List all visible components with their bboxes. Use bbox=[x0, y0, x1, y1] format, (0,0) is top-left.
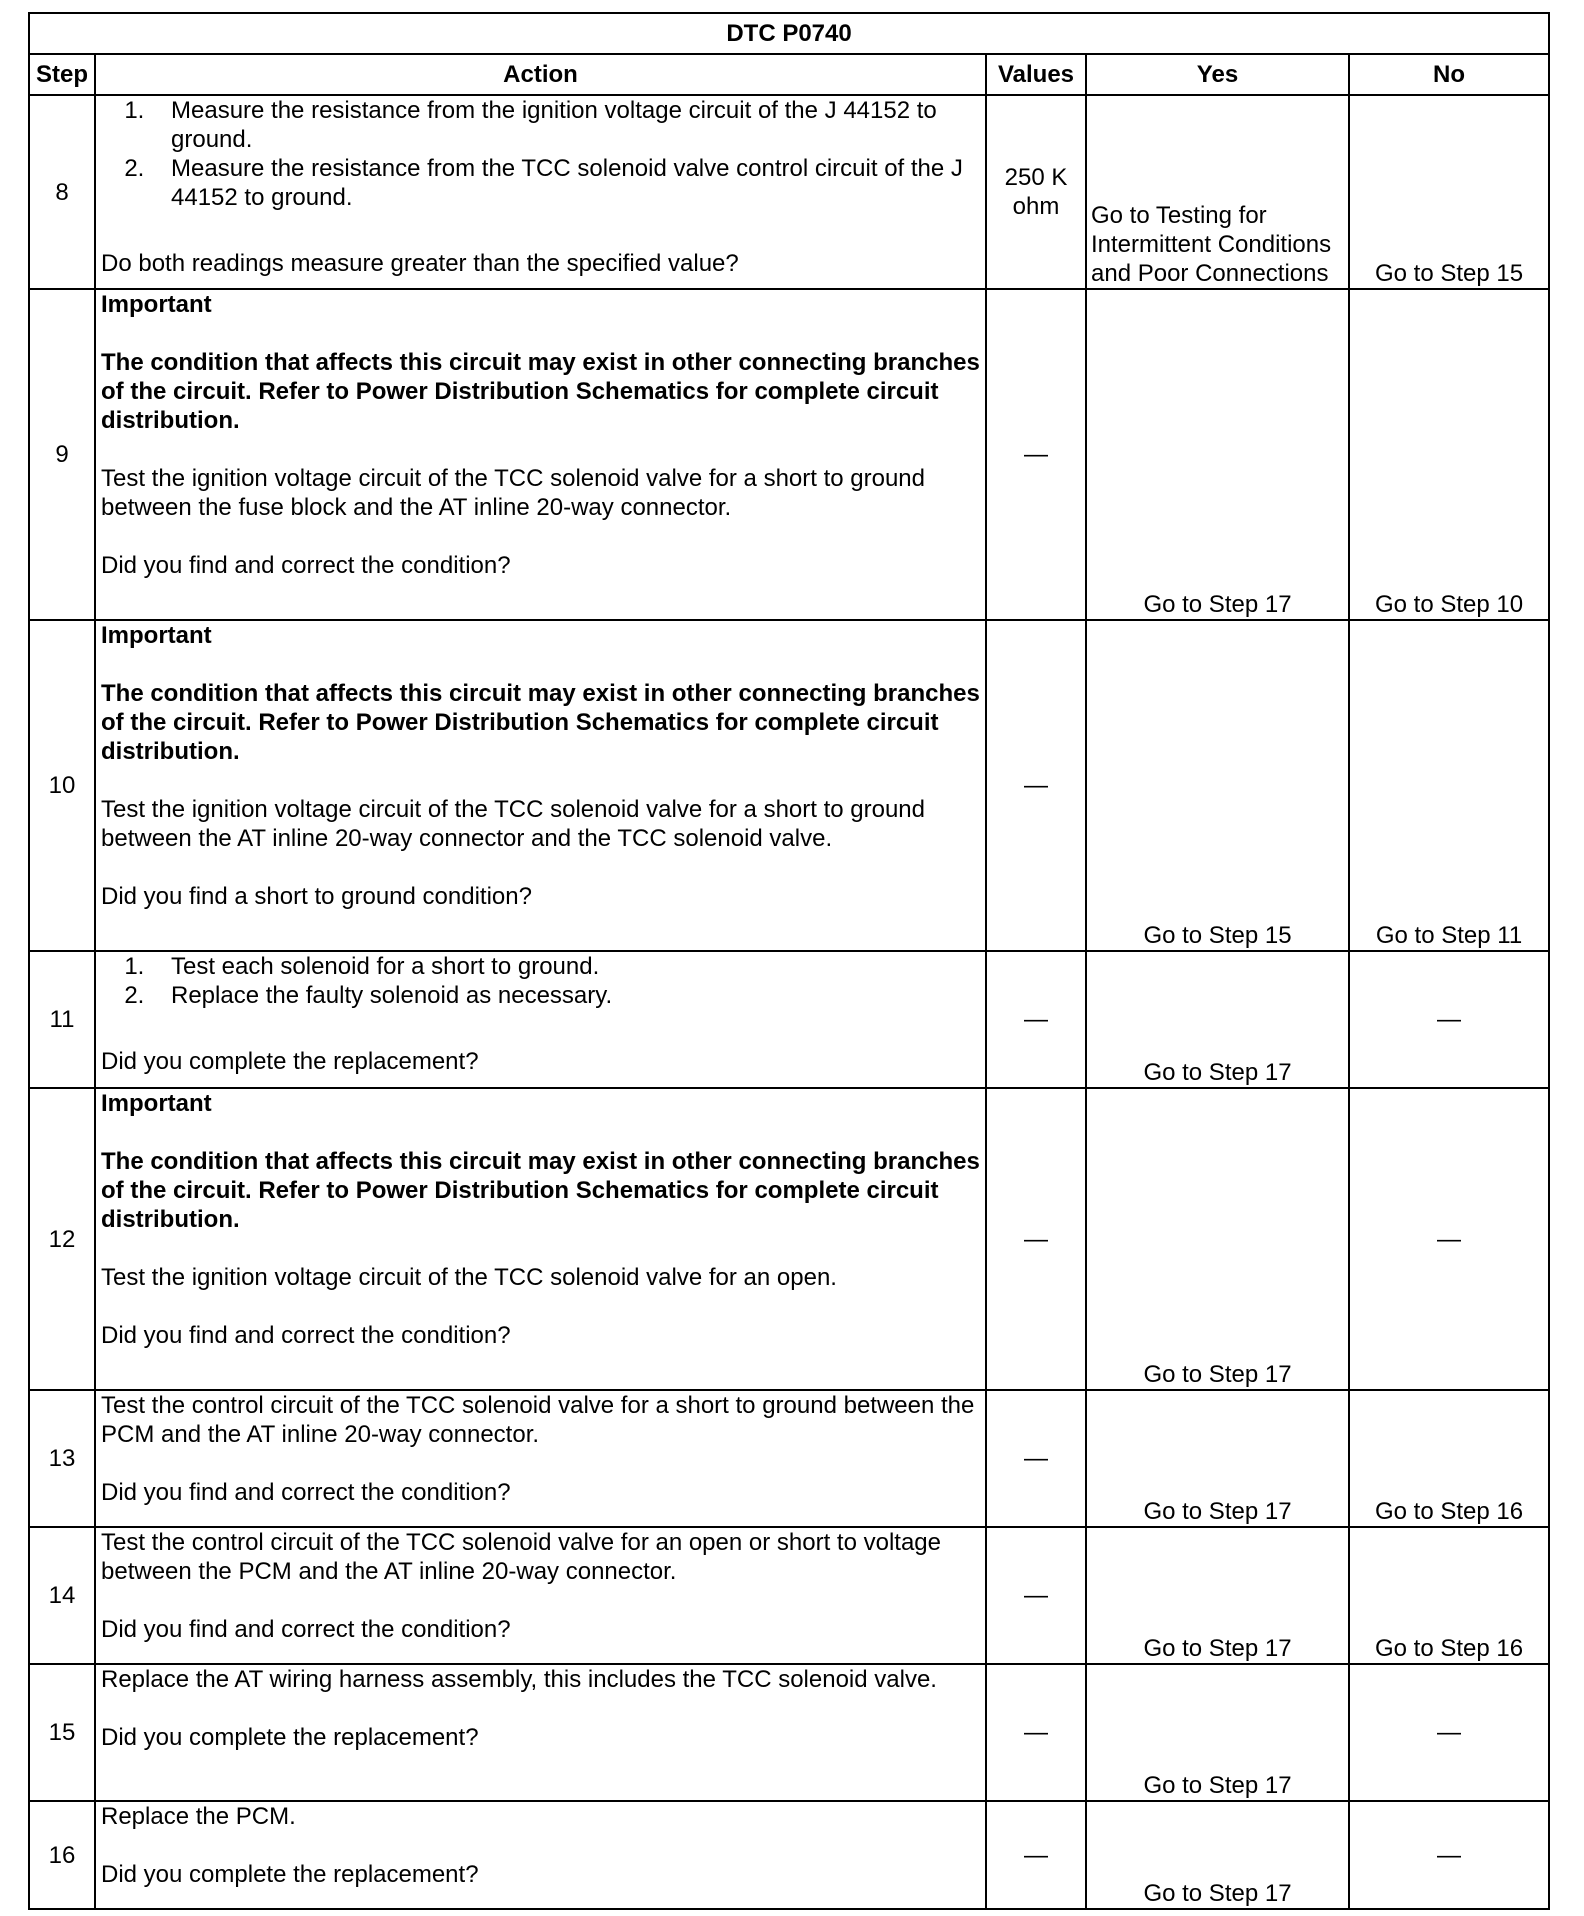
action-question: Did you find and correct the condition? bbox=[101, 1479, 511, 1506]
action-text: Replace the AT wiring harness assembly, this includes the TCC solenoid valve. bbox=[101, 1666, 937, 1693]
important-note: The condition that affects this circuit may exist in other connecting branches of the circuit. Refer to Power Distribution Schematics for complete circuit distribution. bbox=[101, 1148, 980, 1233]
action-cell bbox=[95, 1801, 986, 1909]
action-question: Did you complete the replacement? bbox=[101, 1861, 479, 1888]
no-cell: — bbox=[1349, 951, 1549, 1088]
action-step: 1. Test each solenoid for a short to ground. bbox=[151, 952, 981, 981]
important-note: The condition that affects this circuit may exist in other connecting branches of the circuit. Refer to Power Distribution Schematics for complete circuit distribution. bbox=[101, 680, 980, 765]
action-question: Did you find and correct the condition? bbox=[101, 552, 511, 579]
action-question: Did you find and correct the condition? bbox=[101, 1322, 511, 1349]
action-cell bbox=[95, 1527, 986, 1664]
action-question: Do both readings measure greater than the specified value? bbox=[101, 250, 739, 277]
values-cell: — bbox=[986, 1088, 1086, 1390]
important-label: Important bbox=[101, 1090, 212, 1117]
step-number: 13 bbox=[29, 1390, 95, 1527]
important-label: Important bbox=[101, 291, 212, 318]
action-question: Did you find and correct the condition? bbox=[101, 1616, 511, 1643]
values-cell: — bbox=[986, 289, 1086, 620]
action-step: 1. Measure the resistance from the ignition voltage circuit of the J 44152 to ground. bbox=[151, 96, 981, 154]
no-cell: Go to Step 16 bbox=[1349, 1527, 1549, 1664]
table-row bbox=[29, 1801, 1549, 1909]
important-note: The condition that affects this circuit may exist in other connecting branches of the circuit. Refer to Power Distribution Schematics for complete circuit distribution. bbox=[101, 349, 980, 434]
values-cell: — bbox=[986, 951, 1086, 1088]
action-text: Replace the PCM. bbox=[101, 1803, 296, 1830]
values-cell: — bbox=[986, 1527, 1086, 1664]
step-number: 16 bbox=[29, 1801, 95, 1909]
table-row bbox=[29, 1664, 1549, 1801]
no-cell: Go to Step 11 bbox=[1349, 620, 1549, 951]
action-cell bbox=[95, 1088, 986, 1390]
action-text: Test the ignition voltage circuit of the TCC solenoid valve for a short to ground between the fuse block and the AT inline 20-way connector. bbox=[101, 465, 926, 521]
table-row bbox=[29, 1527, 1549, 1664]
table-row bbox=[29, 620, 1549, 951]
header-no: No bbox=[1349, 54, 1549, 95]
action-step: 2. Measure the resistance from the TCC solenoid valve control circuit of the J 44152 to ground. bbox=[151, 154, 981, 212]
action-cell bbox=[95, 951, 986, 1088]
table-row bbox=[29, 1390, 1549, 1527]
action-cell bbox=[95, 95, 986, 289]
action-question: Did you complete the replacement? bbox=[101, 1724, 479, 1751]
values-cell: 250 K ohm bbox=[986, 95, 1086, 289]
yes-cell: Go to Step 17 bbox=[1086, 1088, 1349, 1390]
action-cell bbox=[95, 1390, 986, 1527]
action-text: Test the ignition voltage circuit of the TCC solenoid valve for an open. bbox=[101, 1264, 837, 1291]
action-cell bbox=[95, 289, 986, 620]
yes-cell: Go to Step 17 bbox=[1086, 951, 1349, 1088]
header-row bbox=[29, 54, 1549, 95]
step-number: 12 bbox=[29, 1088, 95, 1390]
action-question: Did you find a short to ground condition? bbox=[101, 883, 532, 910]
action-cell bbox=[95, 1664, 986, 1801]
header-step: Step bbox=[29, 54, 95, 95]
no-cell: Go to Step 16 bbox=[1349, 1390, 1549, 1527]
action-cell bbox=[95, 620, 986, 951]
table-row bbox=[29, 1088, 1549, 1390]
no-cell: — bbox=[1349, 1801, 1549, 1909]
action-text: Test the control circuit of the TCC solenoid valve for an open or short to voltage between the PCM and the AT inline 20-way connector. bbox=[101, 1529, 941, 1585]
table-title: DTC P0740 bbox=[29, 13, 1549, 54]
no-cell: — bbox=[1349, 1664, 1549, 1801]
yes-cell: Go to Testing for Intermittent Conditions and Poor Connections bbox=[1086, 95, 1349, 289]
yes-cell: Go to Step 17 bbox=[1086, 289, 1349, 620]
header-yes: Yes bbox=[1086, 54, 1349, 95]
step-number: 14 bbox=[29, 1527, 95, 1664]
action-step: 2. Replace the faulty solenoid as necessary. bbox=[151, 981, 981, 1010]
action-steps bbox=[101, 96, 981, 212]
no-cell: Go to Step 15 bbox=[1349, 95, 1549, 289]
header-values: Values bbox=[986, 54, 1086, 95]
values-cell: — bbox=[986, 620, 1086, 951]
action-steps bbox=[101, 952, 981, 1010]
yes-cell: Go to Step 17 bbox=[1086, 1390, 1349, 1527]
step-number: 11 bbox=[29, 951, 95, 1088]
step-number: 10 bbox=[29, 620, 95, 951]
yes-cell: Go to Step 15 bbox=[1086, 620, 1349, 951]
values-cell: — bbox=[986, 1664, 1086, 1801]
step-number: 8 bbox=[29, 95, 95, 289]
values-cell: — bbox=[986, 1390, 1086, 1527]
table-row bbox=[29, 289, 1549, 620]
step-number: 15 bbox=[29, 1664, 95, 1801]
action-text: Test the ignition voltage circuit of the TCC solenoid valve for a short to ground between the AT inline 20-way connector and the TCC solenoid valve. bbox=[101, 796, 926, 852]
no-cell: — bbox=[1349, 1088, 1549, 1390]
action-question: Did you complete the replacement? bbox=[101, 1048, 479, 1075]
yes-cell: Go to Step 17 bbox=[1086, 1527, 1349, 1664]
table-row bbox=[29, 95, 1549, 289]
header-action: Action bbox=[95, 54, 986, 95]
important-label: Important bbox=[101, 622, 212, 649]
table-row bbox=[29, 951, 1549, 1088]
dtc-table bbox=[28, 12, 1550, 1910]
yes-cell: Go to Step 17 bbox=[1086, 1801, 1349, 1909]
step-number: 9 bbox=[29, 289, 95, 620]
yes-cell: Go to Step 17 bbox=[1086, 1664, 1349, 1801]
values-cell: — bbox=[986, 1801, 1086, 1909]
no-cell: Go to Step 10 bbox=[1349, 289, 1549, 620]
action-text: Test the control circuit of the TCC solenoid valve for a short to ground between the PCM and the AT inline 20-way connector. bbox=[101, 1392, 975, 1448]
